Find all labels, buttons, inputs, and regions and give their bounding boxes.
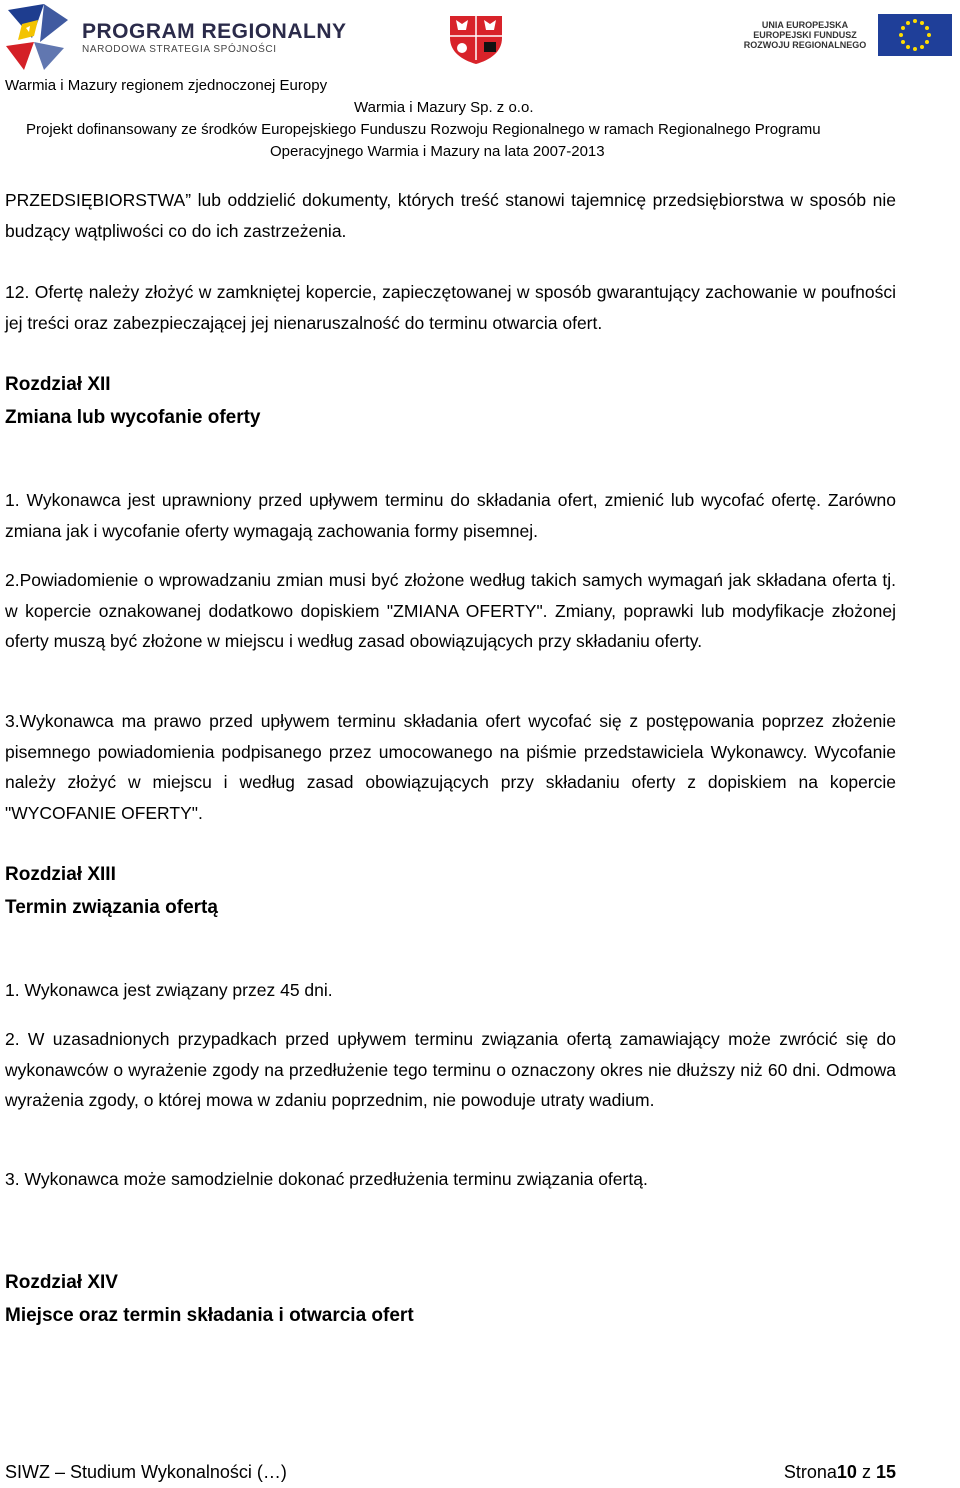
header-logos [0,0,960,74]
eu-line-2: EUROPEJSKI FUNDUSZ [753,30,857,40]
section-12-paragraph-3: 3.Wykonawca ma prawo przed upływem terminu składania ofert wycofać się z postępowania poprzez złożenie pisemnego powiadomienia podpisanego przez umocowanego na piśmie przedstawiciela Wykonawcy. Wycofanie należy złożyć w miejscu i według zasad obowiązujących przy składaniu oferty z dopiskiem na kopercie "WYCOFANIE OFERTY". [5,711,896,823]
section-12-number: Rozdział XII [5,374,111,395]
section-13-number: Rozdział XIII [5,864,116,885]
header-line-4: Operacyjnego Warmia i Mazury na lata 2007-2013 [270,143,605,160]
eu-fund-label [740,20,870,50]
footer-page-number [784,1462,896,1483]
warmia-mazury-crest-icon [446,10,506,64]
section-12-title: Zmiana lub wycofanie oferty [5,407,261,428]
section-12-paragraph-1: 1. Wykonawca jest uprawniony przed upływem terminu do składania ofert, zmienić lub wycofać ofertę. Zarówno zmiana jak i wycofanie oferty wymagają zachowania formy pisemnej. [5,490,896,541]
section-13-paragraph-1: 1. Wykonawca jest związany przez 45 dni. [5,980,333,1000]
page-current: 10 [836,1462,857,1482]
eu-line-3: ROZWOJU REGIONALNEGO [743,40,867,50]
page-of: z [861,1462,871,1482]
section-13-paragraph-3: 3. Wykonawca może samodzielnie dokonać przedłużenia terminu związania ofertą. [5,1169,648,1189]
program-subtitle: NARODOWA STRATEGIA SPÓJNOŚCI [82,44,277,55]
section-13-title: Termin związania ofertą [5,897,218,918]
program-regionalny-logo-icon [4,2,72,72]
paragraph-intro: PRZEDSIĘBIORSTWA” lub oddzielić dokumenty, których treść stanowi tajemnicę przedsiębiorstwa w sposób nie budzący wątpliwości co do ich zastrzeżenia. [5,190,896,241]
page-label: Strona [783,1462,837,1482]
footer-document-title: SIWZ – Studium Wykonalności (…) [5,1462,287,1482]
section-14-number: Rozdział XIV [5,1272,118,1293]
eu-line-1: UNIA EUROPEJSKA [761,20,849,30]
program-title: PROGRAM REGIONALNY [82,20,347,43]
paragraph-12: 12. Ofertę należy złożyć w zamkniętej kopercie, zapieczętowanej w sposób gwarantujący zachowanie w poufności jej treści oraz zabezpieczającej jej nienaruszalność do terminu otwarcia ofert. [5,282,896,333]
section-12-paragraph-2: 2.Powiadomienie o wprowadzaniu zmian musi być złożone według takich samych wymagań jak składana oferta tj. w kopercie oznakowanej dodatkowo dopiskiem "ZMIANA OFERTY". Zmiany, poprawki lub modyfikacje złożonej oferty muszą być złożone w miejscu i według zasad obowiązujących przy składaniu oferty. [5,570,896,651]
header-line-1: Warmia i Mazury regionem zjednoczonej Europy [5,77,328,94]
eu-flag-icon [878,14,952,56]
section-13-paragraph-2: 2. W uzasadnionych przypadkach przed upływem terminu związania ofertą zamawiający może zwrócić się do wykonawców o wyrażenie zgody na przedłużenie tego terminu o oznaczony okres nie dłuższy niż 60 dni. Odmowa wyrażenia zgody, o której mowa w zdaniu poprzednim, nie powoduje utraty wadium. [5,1029,896,1110]
page-total: 15 [875,1462,896,1482]
header-line-3: Projekt dofinansowany ze środków Europejskiego Funduszu Rozwoju Regionalnego w ramach Regionalnego Programu [26,121,821,138]
header-line-2: Warmia i Mazury Sp. z o.o. [354,99,534,116]
section-14-title: Miejsce oraz termin składania i otwarcia ofert [5,1305,414,1326]
